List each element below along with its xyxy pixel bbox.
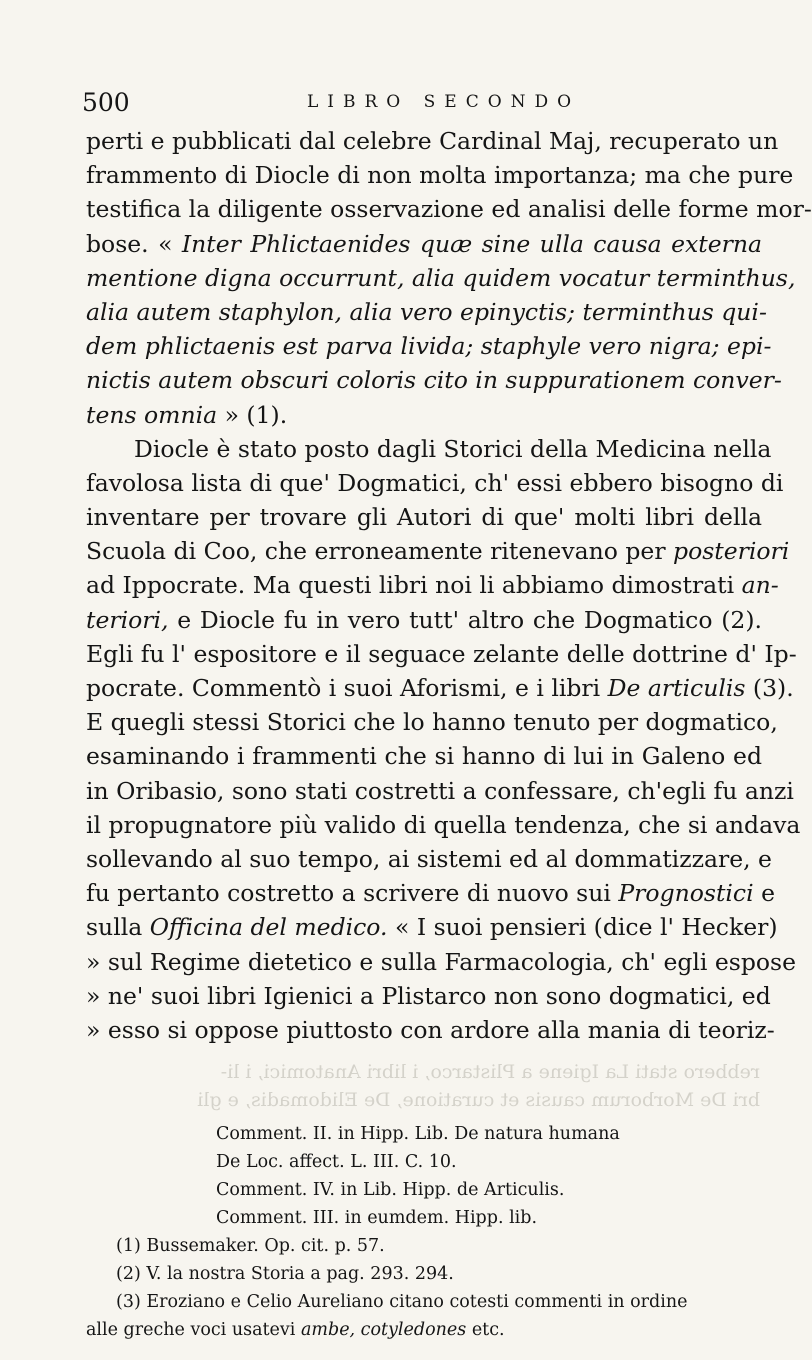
text-run: dem phlictaenis est parva livida; staphyle vero nigra; epi-	[86, 332, 772, 361]
text-run: pocrate. Commentò i suoi Aforismi, e i libri	[86, 674, 608, 702]
text-run: alle greche voci usatevi	[86, 1320, 301, 1340]
text-run: sulla	[86, 913, 150, 942]
text-run: mentione digna occurrunt, alia quidem vocatur terminthus,	[86, 263, 796, 292]
text-run: e Diocle fu in vero tutt' altro che Dogmatico (2).	[168, 605, 762, 634]
text-run: Diocle è stato posto dagli Storici della Medicina nella	[134, 434, 772, 463]
page-number: 500	[82, 88, 130, 117]
running-head	[82, 88, 762, 118]
text-run: testifica la diligente osservazione ed analisi delle forme mor-	[86, 195, 812, 224]
text-run: posteriori	[673, 537, 790, 566]
text-run: an-	[741, 571, 779, 600]
text-run: » (1).	[217, 400, 288, 429]
text-line	[86, 876, 775, 910]
text-line	[86, 363, 782, 397]
text-line	[86, 124, 779, 158]
footnote-line	[86, 1176, 762, 1204]
text-line	[86, 534, 790, 568]
text-line	[86, 808, 801, 842]
text-run: » ne' suoi libri Igienici a Plistarco non sono dogmatici, ed	[86, 981, 771, 1010]
text-run: » esso si oppose piuttosto con ardore alla mania di teoriz-	[86, 1015, 775, 1044]
text-run: teriori,	[86, 605, 169, 634]
text-line	[86, 158, 794, 192]
text-run: Prognostici	[618, 879, 754, 908]
footnote-line	[86, 1232, 762, 1260]
text-line	[86, 603, 762, 637]
text-line	[86, 910, 778, 944]
footnote-line	[86, 1288, 762, 1316]
text-run: Officina del medico.	[149, 913, 388, 942]
text-run: » sul Regime dietetico e sulla Farmacologia, ch' egli espose	[86, 947, 797, 976]
text-line	[86, 637, 797, 671]
text-run: etc.	[466, 1320, 505, 1340]
footnote-line	[86, 1204, 762, 1232]
text-run: (3).	[745, 674, 794, 702]
text-line	[86, 979, 771, 1013]
text-line	[86, 432, 772, 466]
text-run: Scuola di Coo, che erroneamente ritenevano per	[86, 537, 674, 566]
text-run: Comment. IV. in Lib. Hipp. de Articulis.	[216, 1180, 565, 1200]
text-run: De Loc. affect. L. III. C. 10.	[216, 1152, 457, 1172]
text-run: il propugnatore più valido di quella tendenza, che si andava	[86, 810, 801, 839]
text-line	[86, 500, 762, 534]
text-run: ad Ippocrate. Ma questi libri noi li abbiamo dimostrati	[86, 571, 742, 600]
text-run: fu pertanto costretto a scrivere di nuovo sui	[86, 879, 619, 908]
text-line	[86, 192, 812, 226]
text-run: sollevando al suo tempo, ai sistemi ed al dommatizzare, e	[86, 844, 772, 873]
text-run: (2) V. la nostra Storia a pag. 293. 294.	[116, 1264, 454, 1284]
text-run: (1) Bussemaker. Op. cit. p. 57.	[116, 1236, 385, 1256]
text-run: e	[753, 879, 775, 908]
text-run: De articulis	[607, 674, 746, 702]
text-line	[86, 568, 779, 602]
text-run: « I suoi pensieri (dice l' Hecker)	[387, 913, 778, 942]
book-title: LIBRO SECONDO	[307, 92, 581, 112]
text-run: alia autem staphylon, alia vero epinyctis; terminthus qui-	[86, 297, 767, 326]
text-run: Egli fu l' espositore e il seguace zelante delle dottrine d' Ip-	[86, 639, 797, 668]
show-through-texture: rebbero stati La Igiene a Plistarco, i libri Anatomici, i li- bri De Morborum causis et curatione, De Elidomadis, e gli	[197, 1061, 760, 1111]
text-run: frammento di Diocle di non molta importanza; ma che pure	[86, 161, 794, 190]
text-line	[86, 705, 778, 739]
text-line	[86, 739, 762, 773]
text-run: in Oribasio, sono stati costretti a confessare, ch'egli fu anzi	[86, 776, 794, 805]
footnotes	[86, 1120, 762, 1344]
text-line	[86, 398, 762, 432]
text-line	[86, 329, 772, 363]
text-line	[86, 466, 784, 500]
text-line	[86, 261, 796, 295]
text-run: tens omnia	[86, 400, 218, 429]
text-run: E quegli stessi Storici che lo hanno tenuto per dogmatico,	[86, 708, 778, 737]
text-run: Comment. III. in eumdem. Hipp. lib.	[216, 1208, 538, 1228]
text-line	[86, 945, 797, 979]
main-text	[86, 124, 812, 1047]
text-line	[86, 295, 767, 329]
footnote-line	[86, 1260, 762, 1288]
text-run: esaminando i frammenti che si hanno di lui in Galeno ed	[86, 742, 762, 771]
text-line	[86, 227, 762, 261]
text-run: bose. «	[86, 229, 182, 258]
text-run: perti e pubblicati dal celebre Cardinal Maj, recuperato un	[86, 127, 779, 155]
text-run: favolosa lista di que' Dogmatici, ch' essi ebbero bisogno di	[86, 468, 784, 497]
text-run: ambe, cotyledones	[300, 1320, 467, 1340]
footnote-line	[86, 1120, 762, 1148]
text-run: Comment. II. in Hipp. Lib. De natura humana	[216, 1124, 620, 1144]
text-line	[86, 774, 794, 808]
text-line	[86, 671, 794, 705]
footnote-line	[86, 1316, 762, 1344]
text-line	[86, 1013, 775, 1047]
text-run: Inter Phlictaenides quæ sine ulla causa externa	[181, 229, 762, 258]
text-run: inventare per trovare gli Autori di que' molti libri della	[86, 503, 762, 532]
footnote-line	[86, 1148, 762, 1176]
text-line	[86, 842, 772, 876]
text-run: (3) Eroziano e Celio Aureliano citano cotesti commenti in ordine	[116, 1292, 688, 1312]
text-run: nictis autem obscuri coloris cito in suppurationem conver-	[86, 366, 782, 395]
